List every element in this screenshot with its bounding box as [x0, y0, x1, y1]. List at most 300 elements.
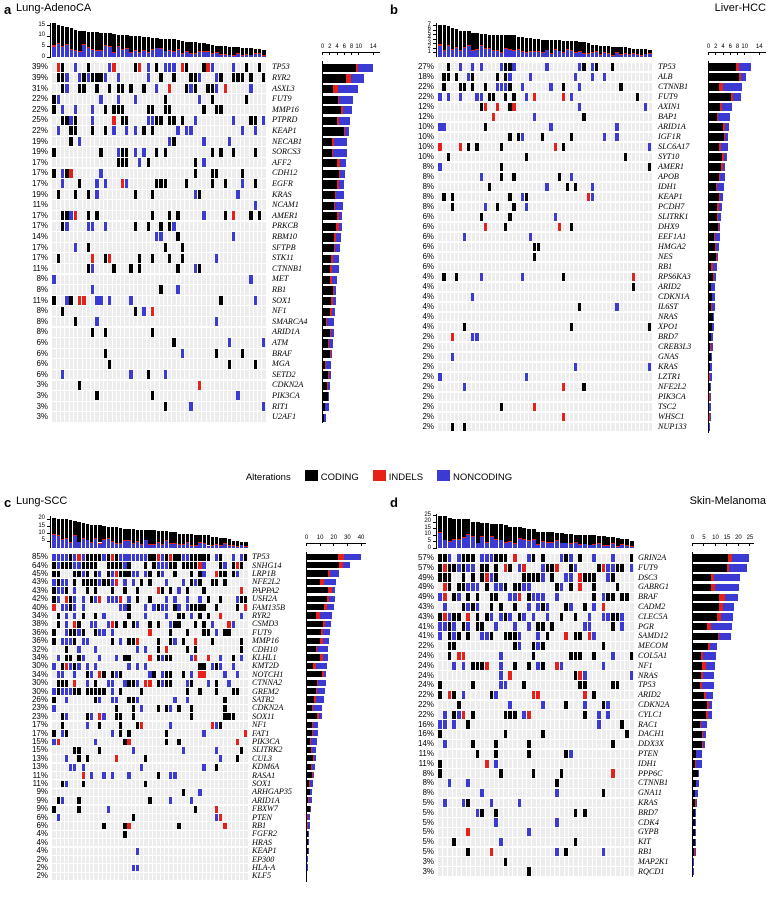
- mutation-cell: [499, 603, 503, 611]
- mutation-cell: [504, 223, 507, 231]
- histogram-bar: [57, 519, 60, 548]
- bar-segment-noncoding: [532, 540, 536, 548]
- mutation-cell: [111, 772, 114, 779]
- mutation-cell: [132, 697, 135, 704]
- mutation-cell: [98, 688, 101, 695]
- mutation-cell: [78, 381, 81, 390]
- bar-segment-noncoding: [522, 539, 526, 548]
- mutation-cell: [211, 63, 214, 72]
- mutation-cell: [443, 603, 447, 611]
- mutation-cell: [194, 638, 197, 645]
- bar-segment-noncoding: [339, 212, 342, 220]
- bar-segment-noncoding: [607, 53, 610, 57]
- bar-segment-coding: [211, 45, 214, 52]
- mutation-cell: [155, 84, 158, 93]
- mutation-cell: [119, 638, 122, 645]
- mutation-cell: [94, 663, 97, 670]
- mutation-cell: [94, 680, 97, 687]
- mutation-cell: [508, 613, 512, 621]
- mutation-cell: [73, 613, 76, 620]
- bar-segment-indels: [94, 538, 97, 539]
- bar-segment-indels: [485, 542, 489, 543]
- legend-item-noncoding: [437, 470, 512, 483]
- histogram-bar: [492, 35, 495, 57]
- axis-tick-label: 0: [320, 44, 325, 50]
- gene-percent-label: 43%: [31, 585, 48, 595]
- histogram-bar: [121, 35, 124, 58]
- bar-segment-noncoding: [723, 83, 742, 91]
- bar-segment-indels: [554, 49, 557, 50]
- matrix-column-separator: [458, 62, 459, 432]
- mutation-cell: [484, 83, 487, 91]
- mutation-cell: [185, 84, 188, 93]
- mutation-cell: [574, 183, 577, 191]
- bar-segment-noncoding: [203, 543, 206, 548]
- axis-tick: [433, 39, 437, 40]
- mutation-cell: [189, 84, 192, 93]
- mutation-cell: [111, 697, 114, 704]
- axis-tick: [433, 43, 437, 44]
- bar-segment-noncoding: [313, 722, 318, 728]
- gene-label: CDKN2A: [252, 703, 284, 713]
- bar-segment-coding: [322, 308, 330, 316]
- mutation-cell: [115, 562, 118, 569]
- mutation-cell: [198, 604, 201, 611]
- bar-segment-noncoding: [74, 51, 77, 57]
- mutation-cell: [219, 554, 222, 561]
- mutation-cell: [190, 671, 193, 678]
- histogram-bar: [236, 47, 239, 57]
- gene-label: DSC3: [638, 572, 658, 582]
- bar-segment-coding: [236, 541, 239, 545]
- mutation-cell: [451, 333, 454, 341]
- axis-tick-label: 5: [41, 537, 45, 544]
- mutation-cell: [583, 711, 587, 719]
- bar-segment-noncoding: [177, 50, 180, 57]
- gene-percent-label: 41%: [417, 621, 434, 631]
- histogram-bar: [630, 541, 634, 548]
- histogram-bar: [480, 523, 484, 548]
- mutation-cell: [121, 148, 124, 157]
- bar-segment-coding: [588, 535, 592, 544]
- mutation-cell: [144, 554, 147, 561]
- bar-segment-coding: [636, 49, 639, 54]
- mutation-cell: [578, 83, 581, 91]
- mutation-cell: [615, 303, 618, 311]
- mutation-cell: [173, 621, 176, 628]
- gene-frequency-bar: [306, 722, 318, 728]
- mutation-cell: [82, 571, 85, 578]
- mutation-cell: [82, 629, 85, 636]
- bar-segment-noncoding: [236, 546, 239, 548]
- bar-segment-coding: [258, 49, 261, 53]
- histogram-bar: [211, 45, 214, 57]
- mutation-cell: [232, 232, 235, 241]
- axis-tick-label: 20: [38, 515, 45, 522]
- bar-segment-noncoding: [500, 52, 503, 57]
- bar-segment-noncoding: [722, 103, 732, 111]
- mutation-cell: [151, 391, 154, 400]
- mutation-cell: [73, 629, 76, 636]
- gene-frequency-bar: [708, 253, 718, 261]
- mutation-cell: [136, 571, 139, 578]
- mutation-cell: [494, 818, 498, 826]
- mutation-cell: [508, 133, 511, 141]
- gene-percent-label: 15%: [31, 737, 48, 746]
- mutation-cell: [155, 232, 158, 241]
- mutation-cell: [232, 554, 235, 561]
- mutation-cell: [102, 772, 105, 779]
- axis-tick-label: 0: [304, 535, 309, 541]
- mutation-cell: [490, 593, 494, 601]
- mutation-cell: [132, 638, 135, 645]
- mutation-cell: [127, 655, 130, 662]
- gene-label: RB1: [272, 284, 287, 294]
- bar-segment-coding: [708, 153, 722, 161]
- bar-segment-coding: [564, 534, 568, 544]
- matrix-column-separator: [462, 62, 463, 432]
- bar-segment-noncoding: [499, 540, 503, 548]
- mutation-cell: [624, 153, 627, 161]
- gene-frequency-bar: [322, 308, 335, 316]
- gene-label: USH2A: [252, 594, 278, 604]
- gene-percent-label: 17%: [31, 157, 48, 167]
- bar-segment-noncoding: [712, 303, 715, 311]
- mutation-cell: [232, 63, 235, 72]
- bar-segment-noncoding: [703, 652, 717, 660]
- mutation-cell: [82, 604, 85, 611]
- mutation-cell: [119, 713, 122, 720]
- bar-segment-coding: [500, 35, 503, 52]
- gene-percent-label: 2%: [36, 871, 48, 881]
- mutation-cell: [494, 583, 498, 591]
- gene-percent-label: 8%: [422, 788, 434, 798]
- gene-label: MET: [272, 274, 289, 284]
- bar-segment-coding: [203, 535, 206, 543]
- bar-segment-noncoding: [496, 51, 499, 57]
- axis-tick-label: 15: [38, 21, 45, 28]
- mutation-cell: [463, 233, 466, 241]
- bar-segment-coding: [692, 682, 700, 690]
- mutation-cell: [98, 655, 101, 662]
- histogram-bar: [95, 32, 98, 57]
- mutation-cell: [244, 596, 247, 603]
- histogram-bar: [624, 47, 627, 57]
- mutation-cell: [592, 691, 596, 699]
- gene-label: GABRG1: [638, 582, 669, 592]
- bar-segment-indels: [471, 50, 474, 51]
- mutation-cell: [587, 193, 590, 201]
- mutation-cell: [177, 604, 180, 611]
- mutation-cell: [527, 583, 531, 591]
- matrix-column-separator: [56, 62, 57, 422]
- mutation-cell: [127, 554, 130, 561]
- mutation-cell: [504, 554, 508, 562]
- gene-frequency-bar: [306, 554, 361, 560]
- mutation-cell: [451, 353, 454, 361]
- mutation-cell: [202, 211, 205, 220]
- gene-percent-label: 8%: [422, 778, 434, 788]
- axis-tick: [738, 543, 739, 546]
- matrix-column-separator: [454, 62, 455, 432]
- mutation-cell: [169, 621, 172, 628]
- bar-segment-noncoding: [698, 770, 699, 778]
- gene-label: BRD7: [658, 332, 679, 341]
- mutation-cell: [94, 562, 97, 569]
- mutation-cell: [442, 123, 445, 131]
- mutation-cell: [82, 84, 85, 93]
- bar-segment-coding: [471, 33, 474, 50]
- histogram-bar: [533, 39, 536, 57]
- gene-frequency-bar: [322, 138, 347, 146]
- mutation-cell: [119, 688, 122, 695]
- mutation-cell: [459, 143, 462, 151]
- mutation-cell: [442, 73, 445, 81]
- matrix-column-separator: [536, 553, 537, 876]
- mutation-cell: [492, 93, 495, 101]
- bar-segment-noncoding: [324, 414, 325, 422]
- gene-frequency-bar: [708, 293, 715, 301]
- matrix-column-separator: [77, 62, 78, 422]
- mutation-cell: [182, 579, 185, 586]
- bar-segment-coding: [566, 41, 569, 50]
- matrix-column-separator: [578, 553, 579, 876]
- histogram-bar: [151, 38, 154, 57]
- mutation-cell: [151, 328, 154, 337]
- mutation-cell: [241, 73, 244, 82]
- legend-label: CODING: [320, 472, 359, 483]
- gene-label: PIK3CA: [658, 392, 686, 401]
- mutation-cell: [558, 173, 561, 181]
- mutation-cell: [177, 587, 180, 594]
- matrix-column-separator: [94, 62, 95, 422]
- mutation-cell: [564, 701, 568, 709]
- mutation-cell: [82, 638, 85, 645]
- mutation-cell: [165, 604, 168, 611]
- bar-segment-noncoding: [448, 542, 452, 548]
- bar-segment-coding: [138, 36, 141, 52]
- mutation-cell: [86, 722, 89, 729]
- mutation-cell: [87, 264, 90, 273]
- gene-percent-label: 2%: [422, 372, 434, 381]
- gene-frequency-bar: [322, 96, 353, 104]
- axis-tick: [47, 541, 51, 542]
- mutation-cell: [466, 848, 470, 856]
- bar-segment-coding: [57, 25, 60, 43]
- gene-frequency-bar: [708, 83, 742, 91]
- mutation-cell: [73, 663, 76, 670]
- gene-frequency-bar: [306, 680, 326, 686]
- bar-segment-noncoding: [582, 54, 585, 57]
- matrix-column-separator: [103, 62, 104, 422]
- bar-segment-noncoding: [336, 233, 341, 241]
- mutation-cell: [262, 116, 265, 125]
- mutation-cell: [536, 662, 540, 670]
- bar-segment-coding: [202, 43, 205, 51]
- histogram-bar: [529, 38, 532, 57]
- mutation-cell: [176, 211, 179, 220]
- mutation-cell: [127, 596, 130, 603]
- mutation-cell: [555, 564, 559, 572]
- gene-frequency-bar: [692, 701, 712, 709]
- mutation-cell: [438, 593, 442, 601]
- histogram-bar: [545, 40, 548, 57]
- axis-tick-label: 10: [424, 531, 431, 538]
- mutation-cell: [569, 583, 573, 591]
- mutation-cell: [475, 93, 478, 101]
- panel-b-letter: b: [390, 2, 398, 17]
- gene-frequency-bar: [306, 638, 329, 644]
- bar-segment-noncoding: [148, 545, 151, 548]
- histogram-bar: [211, 537, 214, 548]
- mutation-cell: [615, 123, 618, 131]
- histogram-bar: [569, 534, 573, 548]
- histogram-bar: [525, 38, 528, 57]
- bar-segment-noncoding: [494, 540, 498, 548]
- mutation-cell: [61, 722, 64, 729]
- gene-label: PTEN: [252, 812, 273, 822]
- bar-segment-coding: [123, 529, 126, 540]
- mutation-cell: [148, 596, 151, 603]
- mutation-cell: [173, 604, 176, 611]
- gene-label: KEAP1: [252, 846, 277, 856]
- mutation-cell: [119, 554, 122, 561]
- bar-segment-coding: [322, 212, 337, 220]
- bar-segment-noncoding: [701, 721, 707, 729]
- mutation-cell: [512, 203, 515, 211]
- mutation-cell: [91, 116, 94, 125]
- mutation-cell: [148, 579, 151, 586]
- bar-segment-noncoding: [463, 47, 466, 57]
- gene-label: ASXL3: [272, 83, 295, 93]
- mutation-cell: [111, 680, 114, 687]
- mutation-cell: [582, 113, 585, 121]
- bar-segment-noncoding: [521, 52, 524, 57]
- mutation-cell: [592, 554, 596, 562]
- mutation-cell: [169, 671, 172, 678]
- mutation-cell: [541, 573, 545, 581]
- mutation-cell: [527, 711, 531, 719]
- axis-tick-label: 30: [344, 535, 351, 541]
- mutation-cell: [65, 663, 68, 670]
- mutation-cell: [578, 671, 582, 679]
- mutation-cell: [57, 73, 60, 82]
- mutation-cell: [57, 579, 60, 586]
- matrix-column-separator: [623, 62, 624, 432]
- histogram-bar: [169, 532, 172, 548]
- mutation-cell: [194, 655, 197, 662]
- mutation-cell: [185, 63, 188, 72]
- bar-segment-noncoding: [336, 191, 344, 199]
- matrix-column-separator: [244, 62, 245, 422]
- mutation-cell: [104, 179, 107, 188]
- gene-percent-label: 5%: [422, 797, 434, 807]
- mutation-cell: [574, 671, 578, 679]
- gene-label: HMGA2: [658, 242, 686, 251]
- gene-percent-label: 6%: [36, 337, 48, 347]
- bar-segment-coding: [125, 35, 128, 48]
- axis-tick-label: 14: [369, 44, 377, 50]
- mutation-cell: [152, 554, 155, 561]
- mutation-cell: [499, 681, 503, 689]
- bar-segment-coding: [151, 38, 154, 49]
- mutation-cell: [457, 613, 461, 621]
- axis-tick-label: 10: [38, 32, 45, 39]
- mutation-cell: [98, 571, 101, 578]
- bar-segment-coding: [194, 42, 197, 53]
- gene-frequency-bar: [692, 662, 715, 670]
- bar-segment-noncoding: [476, 543, 480, 548]
- histogram-bar: [102, 526, 105, 548]
- bar-segment-indels: [73, 535, 76, 536]
- mutation-cell: [104, 126, 107, 135]
- histogram-bar: [564, 534, 568, 548]
- histogram-bar: [198, 535, 201, 548]
- bar-segment-noncoding: [326, 361, 331, 369]
- histogram-bar: [144, 530, 147, 548]
- mutation-cell: [115, 713, 118, 720]
- mutation-cell: [127, 604, 130, 611]
- bar-segment-coding: [104, 33, 107, 45]
- matrix-column-separator: [139, 553, 140, 881]
- histogram-bar: [262, 50, 265, 57]
- mutation-cell: [513, 583, 517, 591]
- mutation-cell: [462, 662, 466, 670]
- mutation-cell: [61, 562, 64, 569]
- bar-segment-coding: [597, 536, 601, 543]
- bar-segment-noncoding: [314, 755, 315, 761]
- mutation-cell: [132, 680, 135, 687]
- mutation-cell: [194, 264, 197, 273]
- mutation-cell: [496, 83, 499, 91]
- gene-percent-label: 2%: [36, 863, 48, 872]
- mutation-cell: [232, 116, 235, 125]
- gene-percent-label: 22%: [417, 690, 434, 700]
- gene-frequency-bar: [322, 339, 333, 347]
- gene-percent-label: 22%: [417, 699, 434, 709]
- gene-frequency-bar: [306, 629, 330, 635]
- mutation-cell: [82, 579, 85, 586]
- mutation-cell: [86, 680, 89, 687]
- mutation-cell: [466, 564, 470, 572]
- mutation-cell: [630, 564, 634, 572]
- mutation-cell: [148, 797, 151, 804]
- gene-percent-label: 22%: [417, 709, 434, 719]
- bar-segment-noncoding: [313, 705, 322, 711]
- mutation-cell: [448, 652, 452, 660]
- histogram-bar: [578, 42, 581, 57]
- mutation-cell: [57, 613, 60, 620]
- matrix-column-separator: [573, 553, 574, 876]
- mutation-cell: [459, 83, 462, 91]
- mutation-cell: [177, 823, 180, 830]
- mutation-cell: [52, 697, 55, 704]
- gene-label: BRAF: [272, 348, 293, 358]
- histogram-bar: [457, 519, 461, 548]
- frequency-axis-top-line: [306, 543, 366, 544]
- mutation-cell: [148, 680, 151, 687]
- mutation-cell: [480, 173, 483, 181]
- bar-segment-noncoding: [245, 54, 248, 57]
- mutation-cell: [134, 95, 137, 104]
- mutation-cell: [73, 621, 76, 628]
- bar-segment-noncoding: [138, 53, 141, 57]
- bar-segment-noncoding: [588, 545, 592, 548]
- mutation-cell: [215, 747, 218, 754]
- mutation-cell: [61, 579, 64, 586]
- bar-segment-noncoding: [232, 545, 235, 548]
- mutation-cell: [476, 583, 480, 591]
